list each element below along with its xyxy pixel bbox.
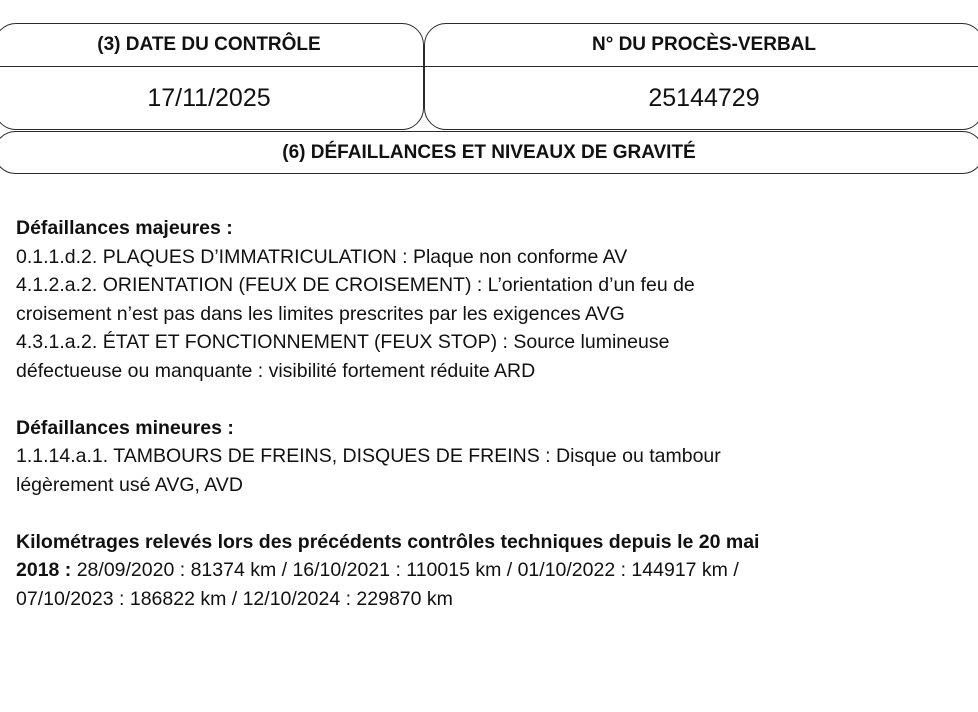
minor-defect-line: 1.1.14.a.1. TAMBOURS DE FREINS, DISQUES DE FREINS : Disque ou tambour	[16, 445, 721, 467]
major-defect-line: 4.3.1.a.2. ÉTAT ET FONCTIONNEMENT (FEUX STOP) : Source lumineuse	[16, 331, 670, 353]
spacer	[16, 385, 966, 414]
defects-content	[16, 214, 966, 613]
mileage-title-year: 2018 :	[16, 559, 72, 581]
defects-section-label: (6) DÉFAILLANCES ET NIVEAUX DE GRAVITÉ	[282, 141, 696, 163]
report-number-value: 25144729	[648, 83, 760, 112]
mileage-line: 07/10/2023 : 186822 km / 12/10/2024 : 229870 km	[16, 587, 453, 610]
major-defect-line: croisement n’est pas dans les limites prescrites par les exigences AVG	[16, 302, 625, 325]
major-defect-line: 0.1.1.d.2. PLAQUES D’IMMATRICULATION : Plaque non conforme AV	[16, 245, 628, 268]
mileage-readings: 28/09/2020 : 81374 km / 16/10/2021 : 110015 km / 01/10/2022 : 144917 km /	[71, 559, 739, 581]
minor-defect-line: légèrement usé AVG, AVD	[16, 473, 243, 496]
mileage-line	[16, 556, 966, 585]
mileage-title: Kilométrages relevés lors des précédents contrôles techniques depuis le 20 mai	[16, 530, 760, 553]
major-defect-line: 4.1.2.a.2. ORIENTATION (FEUX DE CROISEMENT) : L’orientation d’un feu de	[16, 274, 695, 296]
major-defects-title: Défaillances majeures :	[16, 217, 233, 239]
spacer	[16, 499, 966, 528]
control-date-label: (3) DATE DU CONTRÔLE	[0, 24, 423, 67]
report-number-box	[424, 23, 978, 130]
minor-defects-title: Défaillances mineures :	[16, 416, 234, 439]
major-defect-line: défectueuse ou manquante : visibilité fortement réduite ARD	[16, 359, 536, 382]
control-date-box	[0, 23, 424, 130]
control-date-value: 17/11/2025	[147, 83, 271, 112]
report-number-label: N° DU PROCÈS-VERBAL	[425, 24, 978, 67]
defects-section-box	[0, 131, 978, 174]
